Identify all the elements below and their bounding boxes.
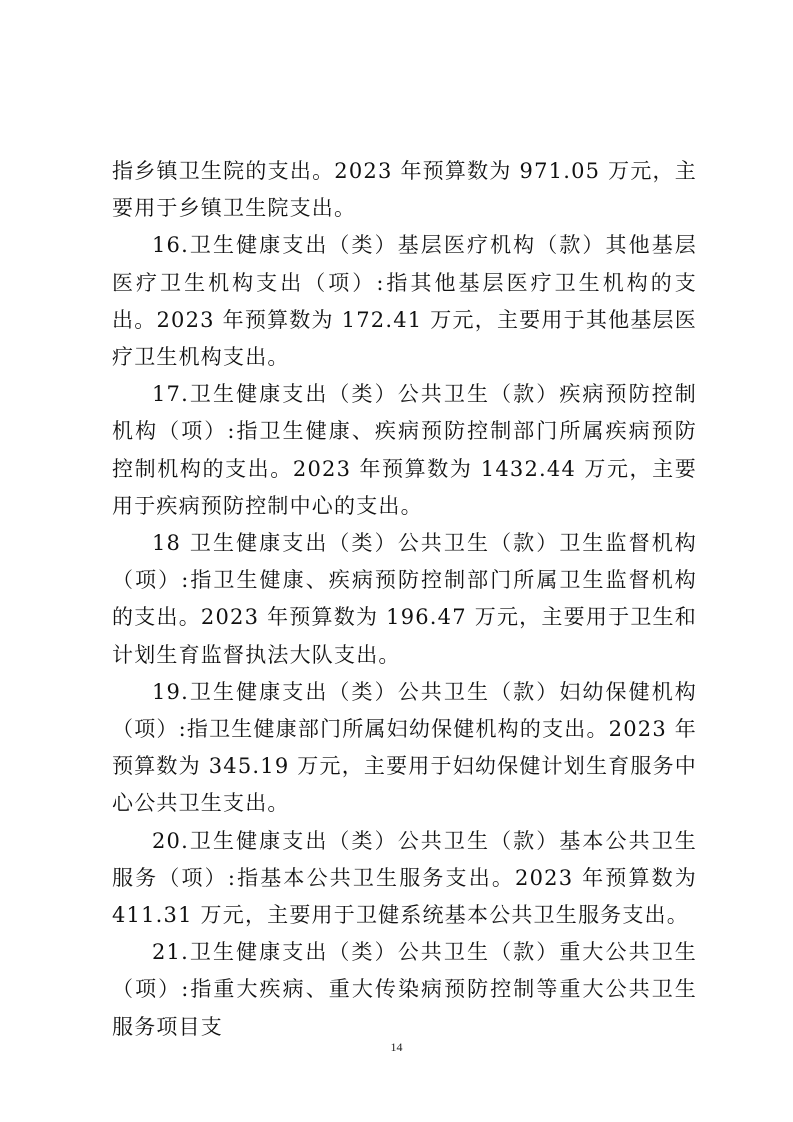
paragraph-item-18: 18 卫生健康支出（类）公共卫生（款）卫生监督机构（项）:指卫生健康、疾病预防控制部门所属卫生监督机构的支出。2023 年预算数为 196.47 万元，主要用于卫生和计划生育监督执法大队支出。	[112, 531, 697, 667]
paragraph-township-hospital-continued: 指乡镇卫生院的支出。2023 年预算数为 971.05 万元，主要用于乡镇卫生院支出。	[112, 159, 697, 221]
paragraph-item-21: 21.卫生健康支出（类）公共卫生（款）重大公共卫生（项）:指重大疾病、重大传染病预防控制等重大公共卫生服务项目支	[112, 940, 697, 1039]
paragraph-item-16: 16.卫生健康支出（类）基层医疗机构（款）其他基层医疗卫生机构支出（项）:指其他基层医疗卫生机构的支出。2023 年预算数为 172.41 万元，主要用于其他基层医疗卫生机构支出。	[112, 233, 697, 370]
paragraph-item-19: 19.卫生健康支出（类）公共卫生（款）妇幼保健机构（项）:指卫生健康部门所属妇幼保健机构的支出。2023 年预算数为 345.19 万元，主要用于妇幼保健计划生育服务中心公共卫生支出。	[112, 679, 697, 816]
page-number: 14	[390, 1040, 403, 1054]
paragraph-item-20: 20.卫生健康支出（类）公共卫生（款）基本公共卫生服务（项）:指基本公共卫生服务支出。2023 年预算数为 411.31 万元，主要用于卫健系统基本公共卫生服务支出。	[112, 828, 697, 928]
paragraph-item-17: 17.卫生健康支出（类）公共卫生（款）疾病预防控制机构（项）:指卫生健康、疾病预防控制部门所属疾病预防控制机构的支出。2023 年预算数为 1432.44 万元，主要用于疾病预防控制中心的支出。	[112, 382, 697, 518]
document-body	[112, 153, 697, 1046]
